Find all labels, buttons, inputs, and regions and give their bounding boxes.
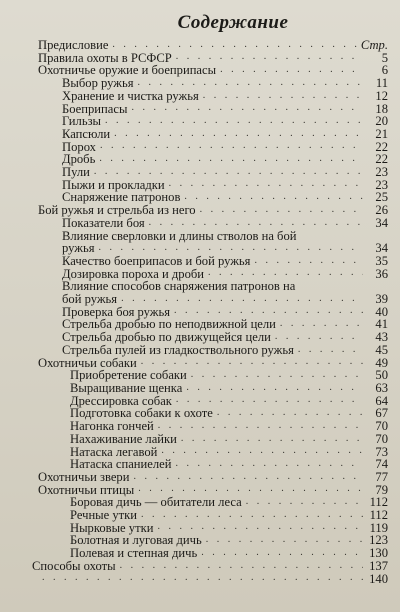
page-number: 26: [375, 203, 388, 218]
page-number: 18: [375, 101, 388, 116]
entry-title: Дозировка пороха и дроби: [62, 266, 205, 281]
entry-title: Предисловие: [38, 38, 109, 52]
entry-title: Нахаживание лайки: [70, 431, 177, 446]
entry-title: Боеприпасы: [62, 101, 128, 116]
page-number: 35: [375, 253, 388, 268]
dot-leader: [298, 345, 363, 355]
page-number: 123: [369, 533, 388, 548]
page-title: Содержание: [177, 12, 289, 33]
dot-leader: [94, 167, 363, 177]
page-number: 6: [381, 63, 388, 78]
entry-title: Боровая дичь — обитатели леса: [70, 495, 242, 510]
entry-title: Капсюли: [62, 126, 111, 141]
contents-list: [32, 38, 388, 586]
page-number: 140: [369, 571, 388, 586]
page-number: 43: [375, 330, 388, 345]
page-number: 137: [369, 558, 388, 573]
contents-entry: [38, 255, 388, 268]
page-number: 73: [375, 444, 388, 459]
dot-leader: [131, 103, 363, 113]
entry-title: ружья: [62, 241, 95, 256]
dot-leader: [275, 332, 363, 342]
page-number: 77: [375, 469, 388, 484]
dot-leader: [105, 116, 363, 126]
entry-title: Охотничье оружие и боеприпасы: [38, 63, 217, 78]
contents-entry: [38, 153, 388, 166]
entry-title: Бой ружья и стрельба из него: [38, 203, 196, 218]
entry-title: Подготовка собаки к охоте: [70, 406, 213, 421]
contents-entry: [38, 331, 388, 344]
page-number: 50: [375, 368, 388, 383]
page-number: 67: [375, 406, 388, 421]
entry-title: Речные утки: [70, 508, 138, 523]
entry-title: Выбор ружья: [62, 76, 134, 91]
page-number: 70: [375, 431, 388, 446]
entry-title: Стрельба пулей из гладкоствольного ружья: [62, 342, 294, 357]
dot-leader: [246, 497, 363, 507]
contents-entry: [38, 128, 388, 141]
entry-title: Пыжи и прокладки: [62, 177, 165, 192]
dot-leader: [175, 459, 363, 469]
entry-title: Натаска легавой: [70, 444, 158, 459]
entry-title: Способы охоты: [32, 558, 116, 573]
contents-entry: [38, 547, 388, 560]
entry-title: бой ружья: [62, 292, 118, 307]
entry-title: Охотничьи собаки: [38, 355, 137, 370]
dot-leader: [203, 91, 363, 101]
page-number: 20: [375, 114, 388, 129]
dot-leader: [138, 484, 363, 494]
contents-entry: [38, 433, 388, 446]
page-number: 36: [375, 266, 388, 281]
dot-leader: [112, 40, 357, 50]
entry-title: Натаска спаниелей: [70, 457, 172, 472]
entry-title: Стрельба дробью по движущейся цели: [62, 330, 271, 345]
dot-leader: [217, 408, 363, 418]
entry-title: Гильзы: [62, 114, 102, 129]
dot-leader: [149, 218, 363, 228]
entry-title: Показатели боя: [62, 215, 145, 230]
entry-title: Порох: [62, 139, 96, 154]
dot-leader: [133, 472, 363, 482]
dot-leader: [120, 561, 363, 571]
entry-title: Дрессировка собак: [70, 393, 172, 408]
page-number: 41: [375, 317, 388, 332]
entry-title: Дробь: [62, 152, 96, 167]
entry-title: Правила охоты в РСФСР: [38, 50, 172, 65]
contents-entry: [38, 509, 388, 522]
page-number: 22: [375, 139, 388, 154]
entry-title: Снаряжение патронов: [62, 190, 181, 205]
dot-leader: [174, 306, 363, 316]
entry-title: Хранение и чистка ружья: [62, 88, 199, 103]
dot-leader: [176, 52, 363, 62]
entry-title: Полевая и степная дичь: [70, 546, 198, 561]
dot-leader: [100, 141, 363, 151]
dot-leader: [184, 192, 363, 202]
contents-entry: [38, 471, 388, 484]
page-number: 130: [369, 546, 388, 561]
contents-entry: [38, 382, 388, 395]
dot-leader: [186, 383, 363, 393]
page-number: 22: [375, 152, 388, 167]
dot-leader: [181, 434, 363, 444]
entry-title: Охотничьи птицы: [38, 482, 135, 497]
entry-title: Проверка боя ружья: [62, 304, 171, 319]
contents-entry: [38, 573, 388, 586]
entry-title: Болотная и луговая дичь: [70, 533, 202, 548]
dot-leader: [200, 205, 363, 215]
entry-title: Охотничьи звери: [38, 469, 130, 484]
dot-leader: [169, 179, 363, 189]
page-number: 45: [375, 342, 388, 357]
page-number: 12: [375, 88, 388, 103]
dot-leader: [114, 129, 363, 139]
page-number: 39: [375, 292, 388, 307]
entry-title: Приобретение собаки: [70, 368, 187, 383]
page-number: 11: [375, 76, 388, 91]
dot-leader: [99, 243, 364, 253]
dot-leader: [208, 268, 363, 278]
page-number: 40: [375, 304, 388, 319]
page-number: Стр.: [360, 38, 388, 52]
entry-title: Качество боеприпасов и бой ружья: [62, 253, 251, 268]
entry-title-continuation: [62, 293, 388, 306]
page-number: 25: [375, 190, 388, 205]
contents-entry: [38, 39, 388, 52]
dot-leader: [141, 357, 363, 367]
contents-entry: [38, 90, 388, 103]
entry-title-line: Влияние способов снаряжения патронов на: [62, 279, 296, 294]
page-number: 34: [375, 215, 388, 230]
dot-leader: [42, 573, 363, 583]
contents-entry: [38, 217, 388, 230]
dot-leader: [220, 65, 363, 75]
dot-leader: [176, 395, 363, 405]
contents-entry: [38, 458, 388, 471]
page-number: 119: [369, 520, 388, 535]
entry-title: Стрельба дробью по неподвижной цели: [62, 317, 276, 332]
page-number: 79: [375, 482, 388, 497]
page-number: 21: [375, 126, 388, 141]
dot-leader: [138, 78, 363, 88]
dot-leader: [201, 548, 363, 558]
page-number: 23: [375, 177, 388, 192]
page-number: 5: [381, 50, 388, 65]
page-number: 23: [375, 165, 388, 180]
page-number: 112: [369, 495, 388, 510]
dot-leader: [121, 294, 363, 304]
contents-entry: [38, 280, 388, 305]
contents-entry: [38, 166, 388, 179]
dot-leader: [206, 535, 363, 545]
page-number: 112: [369, 508, 388, 523]
entry-title: Пули: [62, 165, 90, 180]
dot-leader: [280, 319, 363, 329]
dot-leader: [141, 510, 363, 520]
page-number: 49: [375, 355, 388, 370]
contents-entry: [38, 230, 388, 255]
contents-entry: [38, 204, 388, 217]
entry-title-line: Влияние сверловки и длины стволов на бой: [62, 228, 297, 243]
dot-leader: [161, 446, 363, 456]
entry-title: Нырковые утки: [70, 520, 154, 535]
page-number: 63: [375, 380, 388, 395]
page-number: 64: [375, 393, 388, 408]
contents-entry: [32, 560, 388, 573]
contents-entry: [38, 77, 388, 90]
dot-leader: [158, 421, 363, 431]
contents-entry: [38, 420, 388, 433]
dot-leader: [254, 256, 363, 266]
dot-leader: [191, 370, 363, 380]
page-number: 74: [375, 457, 388, 472]
page-number: 34: [375, 241, 388, 256]
entry-title: Нагонка гончей: [70, 419, 154, 434]
dot-leader: [99, 154, 363, 164]
dot-leader: [157, 522, 363, 532]
page-number: 70: [375, 419, 388, 434]
entry-title: Выращивание щенка: [70, 380, 183, 395]
contents-entry: [38, 344, 388, 357]
